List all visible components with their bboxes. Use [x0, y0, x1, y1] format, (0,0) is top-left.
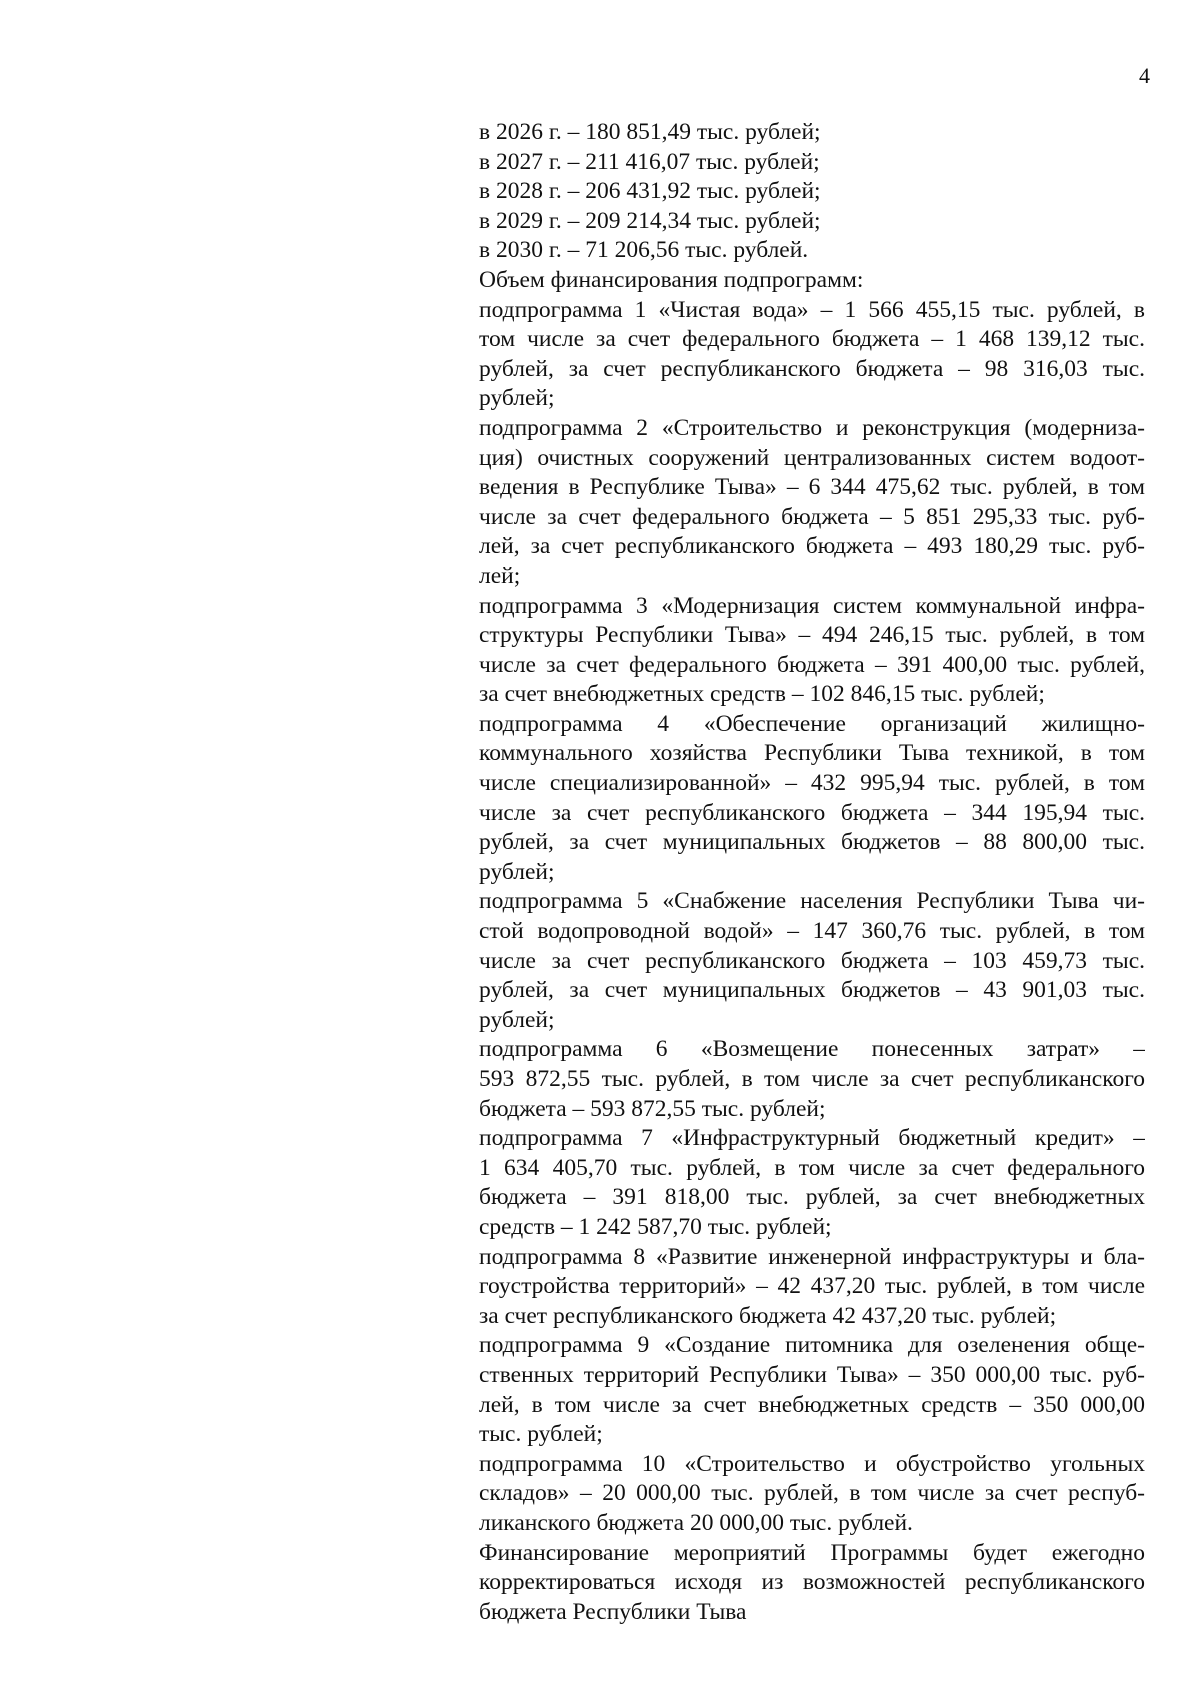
- text-line: числе за счет федерального бюджета – 5 851 295,33 тыс. руб-: [479, 503, 1145, 530]
- text-line: ция) очистных сооружений централизованных систем водоот-: [479, 444, 1145, 471]
- text-line: том числе за счет федерального бюджета – 1 468 139,12 тыс.: [479, 326, 1145, 353]
- text-line: тыс. рублей;: [479, 1421, 603, 1448]
- text-line: числе специализированной» – 432 995,94 тыс. рублей, в том: [479, 770, 1145, 797]
- text-line: складов» – 20 000,00 тыс. рублей, в том числе за счет респуб-: [479, 1480, 1145, 1507]
- text-line: структуры Республики Тыва» – 494 246,15 тыс. рублей, в том: [479, 622, 1145, 649]
- text-line: подпрограмма 2 «Строительство и реконструкция (модерниза-: [479, 414, 1145, 441]
- text-line: рублей;: [479, 385, 555, 412]
- text-line: стой водопроводной водой» – 147 360,76 тыс. рублей, в том: [479, 918, 1145, 945]
- text-line: подпрограмма 6 «Возмещение понесенных затрат» –: [479, 1036, 1145, 1063]
- text-line: подпрограмма 4 «Обеспечение организаций жилищно-: [479, 710, 1145, 737]
- text-line: гоустройства территорий» – 42 437,20 тыс. рублей, в том числе: [479, 1273, 1145, 1300]
- text-line: бюджета – 593 872,55 тыс. рублей;: [479, 1095, 826, 1122]
- text-line: лей, за счет республиканского бюджета – 493 180,29 тыс. руб-: [479, 533, 1145, 560]
- text-line: подпрограмма 8 «Развитие инженерной инфраструктуры и бла-: [479, 1243, 1145, 1270]
- text-line: за счет внебюджетных средств – 102 846,15 тыс. рублей;: [479, 681, 1045, 708]
- text-line: бюджета – 391 818,00 тыс. рублей, за счет внебюджетных: [479, 1184, 1145, 1211]
- text-line: лей;: [479, 562, 521, 589]
- text-line: подпрограмма 7 «Инфраструктурный бюджетный кредит» –: [479, 1125, 1145, 1152]
- text-line: ликанского бюджета 20 000,00 тыс. рублей.: [479, 1509, 913, 1536]
- text-line: 593 872,55 тыс. рублей, в том числе за счет республиканского: [479, 1066, 1145, 1092]
- text-line: подпрограмма 5 «Снабжение населения Республики Тыва чи-: [479, 888, 1145, 915]
- text-line: бюджета Республики Тыва: [479, 1598, 747, 1625]
- funding-text-block: [479, 118, 1145, 1627]
- text-line: 1 634 405,70 тыс. рублей, в том числе за счет федерального: [479, 1154, 1145, 1181]
- text-line: средств – 1 242 587,70 тыс. рублей;: [479, 1213, 832, 1240]
- text-line: в 2029 г. – 209 214,34 тыс. рублей;: [479, 207, 821, 234]
- text-line: подпрограмма 1 «Чистая вода» – 1 566 455,15 тыс. рублей, в: [479, 296, 1145, 323]
- text-line: ственных территорий Республики Тыва» – 350 000,00 тыс. руб-: [479, 1361, 1145, 1388]
- text-line: подпрограмма 9 «Создание питомника для озеленения обще-: [479, 1332, 1145, 1359]
- text-line: числе за счет республиканского бюджета – 344 195,94 тыс.: [479, 799, 1145, 826]
- text-line: числе за счет федерального бюджета – 391 400,00 тыс. рублей,: [479, 651, 1145, 678]
- text-line: Финансирование мероприятий Программы будет ежегодно: [479, 1539, 1145, 1566]
- text-line: числе за счет республиканского бюджета – 103 459,73 тыс.: [479, 947, 1145, 974]
- text-line: ведения в Республике Тыва» – 6 344 475,62 тыс. рублей, в том: [479, 474, 1145, 501]
- text-line: рублей;: [479, 1006, 555, 1033]
- text-line: рублей;: [479, 858, 555, 885]
- text-line: в 2026 г. – 180 851,49 тыс. рублей;: [479, 119, 821, 145]
- text-line: рублей, за счет муниципальных бюджетов – 88 800,00 тыс.: [479, 829, 1145, 856]
- text-line: рублей, за счет республиканского бюджета – 98 316,03 тыс.: [479, 355, 1145, 382]
- text-line: коммунального хозяйства Республики Тыва техникой, в том: [479, 740, 1145, 767]
- text-line: подпрограмма 10 «Строительство и обустройство угольных: [479, 1450, 1145, 1477]
- text-line: в 2030 г. – 71 206,56 тыс. рублей.: [479, 237, 809, 264]
- text-line: в 2028 г. – 206 431,92 тыс. рублей;: [479, 178, 821, 205]
- text-line: за счет республиканского бюджета 42 437,20 тыс. рублей;: [479, 1302, 1057, 1329]
- text-line: Объем финансирования подпрограмм:: [479, 266, 864, 293]
- page-number: 4: [1139, 63, 1150, 88]
- text-line: в 2027 г. – 211 416,07 тыс. рублей;: [479, 148, 820, 175]
- text-line: подпрограмма 3 «Модернизация систем коммунальной инфра-: [479, 592, 1145, 619]
- text-line: лей, в том числе за счет внебюджетных средств – 350 000,00: [479, 1391, 1145, 1418]
- text-line: корректироваться исходя из возможностей республиканского: [479, 1569, 1145, 1596]
- text-line: рублей, за счет муниципальных бюджетов – 43 901,03 тыс.: [479, 977, 1145, 1004]
